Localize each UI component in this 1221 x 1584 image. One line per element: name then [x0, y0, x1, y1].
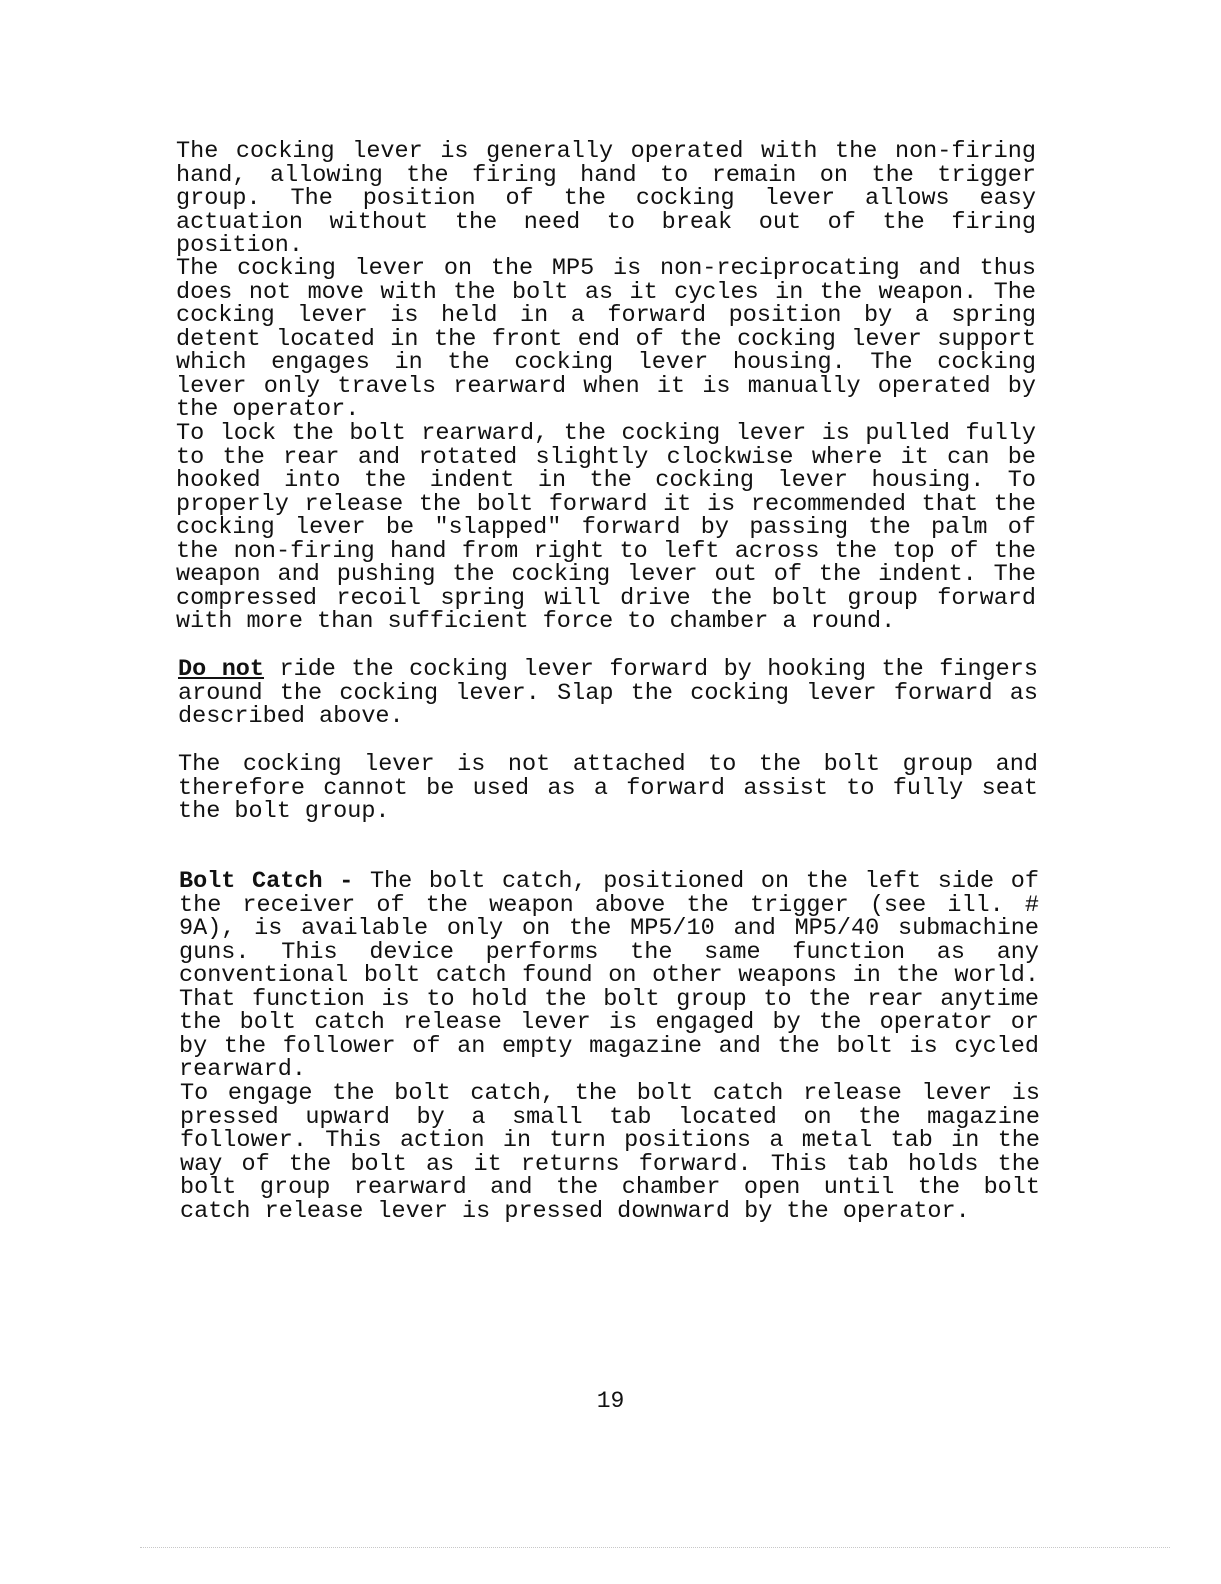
paragraph-no-forward-assist: The cocking lever is not attached to the bolt group and therefore cannot be used as a forward assist to fully seat the bolt group. [178, 751, 1038, 825]
paragraph-cocking-lever-operation: The cocking lever is generally operated with the non-firing hand, allowing the firing hand to remain on the trigger group. The position of the cocking lever allows easy actuation without the need to break out of the firing position. [176, 138, 1036, 259]
paragraph-non-reciprocating-lever: The cocking lever on the MP5 is non-reciprocating and thus does not move with the bolt as it cycles in the weapon. The cocking lever is held in a forward position by a spring detent located in the front end of the cocking lever support which engages in the cocking lever housing. The cocking lever only travels rearward when it is manually operated by the operator. [176, 255, 1036, 423]
scan-edge-artifact [140, 1547, 1170, 1549]
warning-emphasis: Do not [178, 656, 264, 683]
paragraph-engage-bolt-catch: To engage the bolt catch, the bolt catch release lever is pressed upward by a small tab located on the magazine follower. This action in turn positions a metal tab in the way of the bolt as it returns forward. This tab holds the bolt group rearward and the chamber open until the bolt catch release lever is pressed downward by the operator. [180, 1080, 1040, 1225]
warning-text: ride the cocking lever forward by hooking the fingers around the cocking lever. Slap the cocking lever forward as described above. [178, 656, 1038, 730]
page-number: 19 [596, 1388, 625, 1414]
bolt-catch-heading: Bolt Catch - [179, 868, 354, 895]
bolt-catch-section [179, 870, 1039, 1082]
warning-paragraph [178, 658, 1038, 729]
paragraph-lock-bolt-rearward: To lock the bolt rearward, the cocking lever is pulled fully to the rear and rotated slightly clockwise where it can be hooked into the indent in the cocking lever housing. To properly release the bolt forward it is recommended that the cocking lever be "slapped" forward by passing the palm of the non-firing hand from right to left across the top of the weapon and pushing the cocking lever out of the indent. The compressed recoil spring will drive the bolt group forward with more than sufficient force to chamber a round. [176, 420, 1036, 635]
bolt-catch-description: The bolt catch, positioned on the left side of the receiver of the weapon above the trigger (see ill. # 9A), is available only on the MP5/10 and MP5/40 submachine guns. This device performs the same function as any conventional bolt catch found on other weapons in the world. That function is to hold the bolt group to the rear anytime the bolt catch release lever is engaged by the operator or by the follower of an empty magazine and the bolt is cycled rearward. [179, 868, 1039, 1083]
